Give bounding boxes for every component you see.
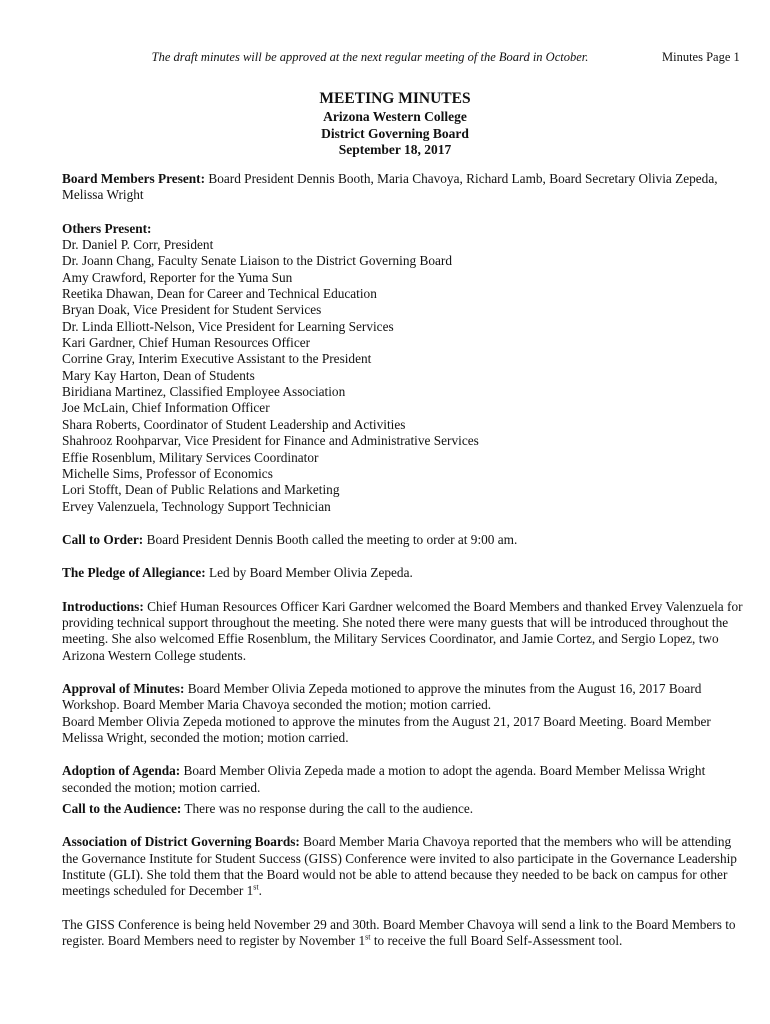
members-present-text: Board President Dennis Booth, Maria Chavoya, Richard Lamb, Board Secretary Olivia Zepeda, Melissa Wright — [62, 171, 718, 203]
attendee-item: Reetika Dhawan, Dean for Career and Technical Education — [62, 286, 377, 302]
association-text: Board Member Maria Chavoya reported that the members who will be attending the Governance Institute for Student Success (GISS) Conference were invited to also participate in the Governance Leadership Institute (GLI). She told them that the Board would not be able to attend because they needed to be back on campus for other meetings scheduled for December 1 — [62, 834, 737, 899]
attendee-item: Michelle Sims, Professor of Economics — [62, 465, 273, 481]
attendee-item: Ervey Valenzuela, Technology Support Technician — [62, 498, 331, 514]
approval-of-minutes-label: Approval of Minutes: — [62, 680, 185, 696]
association-end: . — [258, 883, 262, 899]
attendee-item: Dr. Joann Chang, Faculty Senate Liaison to the District Governing Board — [62, 253, 452, 269]
board-name: District Governing Board — [321, 125, 469, 141]
attendee-item: Corrine Gray, Interim Executive Assistant to the President — [62, 351, 372, 367]
attendee-item: Dr. Daniel P. Corr, President — [62, 237, 214, 253]
draft-notice: The draft minutes will be approved at the next regular meeting of the Board in October. — [151, 50, 589, 64]
giss-text-a: The GISS Conference is being held November 29 and 30th. Board Member Chavoya will send a link to the Board Members to register. Board Members need to register by November 1 — [62, 916, 736, 949]
introductions-section — [62, 599, 746, 664]
call-to-order-text: Board President Dennis Booth called the meeting to order at 9:00 am. — [143, 531, 518, 547]
members-present-label: Board Members Present: — [62, 171, 206, 186]
pledge-text: Led by Board Member Olivia Zepeda. — [205, 565, 413, 581]
document-title: MEETING MINUTES — [319, 90, 471, 107]
others-present-section — [62, 221, 746, 515]
members-present-section — [62, 171, 746, 204]
giss-superscript: st — [365, 932, 371, 942]
adoption-of-agenda-section — [62, 763, 746, 796]
adoption-of-agenda-label: Adoption of Agenda: — [62, 763, 181, 779]
call-to-audience-section — [62, 801, 746, 817]
attendee-item: Shara Roberts, Coordinator of Student Leadership and Activities — [62, 416, 406, 432]
pledge-label: The Pledge of Allegiance: — [62, 565, 206, 581]
call-to-audience-text: There was no response during the call to the audience. — [181, 801, 474, 816]
call-to-audience-label: Call to the Audience: — [62, 801, 182, 816]
attendee-item: Lori Stofft, Dean of Public Relations and Marketing — [62, 482, 340, 498]
attendee-item: Mary Kay Harton, Dean of Students — [62, 367, 255, 383]
approval-of-minutes-text: Board Member Olivia Zepeda motioned to approve the minutes from the August 16, 2017 Board Workshop. Board Member Maria Chavoya seconded the motion; motion carried. — [62, 680, 702, 713]
attendee-item: Bryan Doak, Vice President for Student Services — [62, 302, 322, 318]
attendee-item: Shahrooz Roohparvar, Vice President for Finance and Administrative Services — [62, 433, 479, 449]
attendee-item: Kari Gardner, Chief Human Resources Officer — [62, 335, 311, 351]
call-to-order-section — [62, 532, 746, 548]
title-block — [0, 89, 770, 159]
call-to-order-label: Call to Order: — [62, 531, 144, 547]
pledge-section — [62, 565, 746, 581]
giss-text-b: to receive the full Board Self-Assessment tool. — [370, 933, 623, 949]
attendee-item: Dr. Linda Elliott-Nelson, Vice President for Learning Services — [62, 318, 394, 334]
association-superscript: st — [253, 882, 259, 892]
introductions-label: Introductions: — [62, 598, 144, 614]
attendee-item: Amy Crawford, Reporter for the Yuma Sun — [62, 269, 293, 285]
attendee-item: Effie Rosenblum, Military Services Coordinator — [62, 449, 319, 465]
introductions-text: Chief Human Resources Officer Kari Gardner welcomed the Board Members and thanked Ervey Valenzuela for providing technical support throughout the meeting. She noted there were many guests that will be introduced throughout the meeting. She also welcomed Effie Rosenblum, the Military Services Coordinator, and Jamie Cortez, and Sergio Lopez, two Arizona Western College students. — [62, 598, 743, 663]
attendee-item: Biridiana Martinez, Classified Employee Association — [62, 384, 346, 400]
others-present-label: Others Present: — [62, 220, 152, 236]
approval-of-minutes-section — [62, 681, 746, 714]
adoption-of-agenda-text: Board Member Olivia Zepeda made a motion to adopt the agenda. Board Member Melissa Wright seconded the motion; motion carried. — [62, 763, 706, 795]
minutes-body — [62, 171, 746, 949]
association-section — [62, 834, 746, 899]
page-number-label: Minutes Page 1 — [662, 50, 740, 64]
meeting-date: September 18, 2017 — [338, 142, 452, 157]
giss-section — [62, 917, 746, 950]
college-name: Arizona Western College — [323, 109, 467, 124]
association-label: Association of District Governing Boards: — [62, 834, 300, 850]
approval-of-minutes-text-2: Board Member Olivia Zepeda motioned to approve the minutes from the August 21, 2017 Board Meeting. Board Member Melissa Wright, seconded the motion; motion carried. — [62, 713, 711, 745]
attendee-item: Joe McLain, Chief Information Officer — [62, 400, 270, 416]
